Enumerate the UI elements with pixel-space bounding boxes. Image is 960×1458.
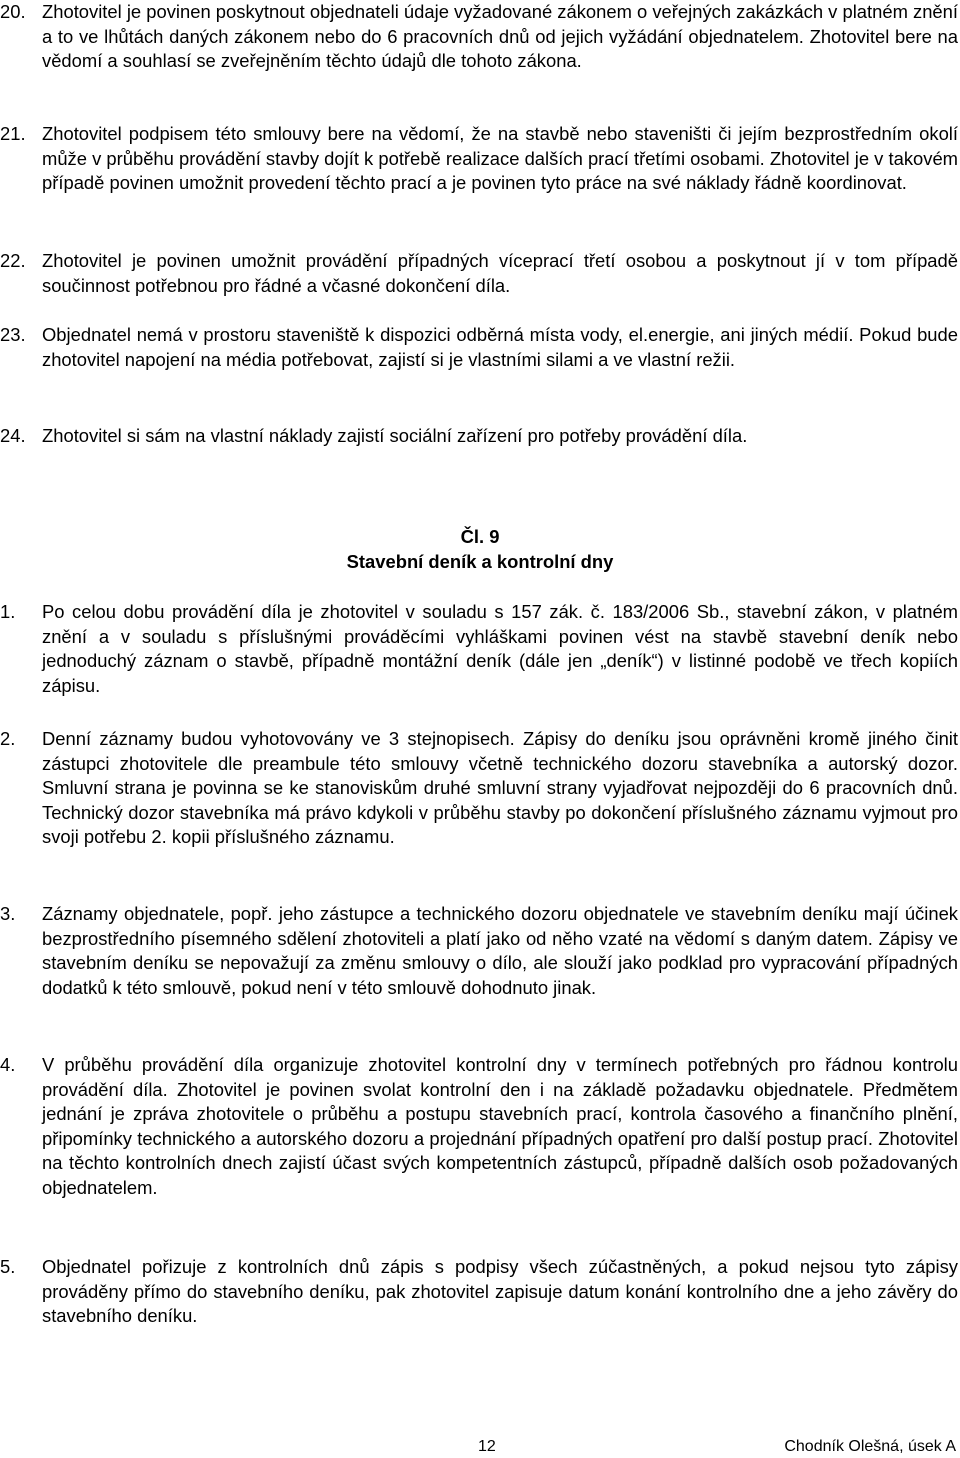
clause-text: Denní záznamy budou vyhotovovány ve 3 stejnopisech. Zápisy do deníku jsou oprávněni kromě jiného činit zástupci zhotovitele dle preambule této smlouvy včetně technického dozoru stavebníka a autorský dozor. Smluvní strana je povinna se ke stanoviskům druhé smluvní strany vyjadřovat nejpozději do 6 pracovních dnů. Technický dozor stavebníka má právo kdykoli v průběhu stavby po dokončení příslušného záznamu vyjmout pro svoji potřebu 2. kopii příslušného záznamu. [42,728,958,847]
clause-number: 1. [0,601,16,622]
article-clause-1 [0,600,958,698]
clause-24 [0,424,958,449]
clause-text: Objednatel nemá v prostoru staveniště k dispozici odběrná místa vody, el.energie, ani jiných médií. Pokud bude zhotovitel napojení na média potřebovat, zajistí si je vlastními silami a ve vlastní režii. [42,324,958,370]
clause-number: 2. [0,728,16,749]
clause-20 [0,0,958,74]
clause-23 [0,323,958,372]
footer-project-name: Chodník Olešná, úsek A [784,1438,956,1455]
clause-number: 3. [0,903,16,924]
clause-text: Objednatel pořizuje z kontrolních dnů zápis s podpisy všech zúčastněných, a pokud nejsou tyto zápisy prováděny přímo do stavebního deníku, pak zhotovitel zapisuje datum konání kontrolního dne a jeho závěry do stavebního deníku. [42,1256,958,1326]
article-clause-4 [0,1053,958,1200]
article-number: Čl. 9 [460,526,500,547]
article-clause-3 [0,902,958,1000]
page-number: 12 [478,1438,496,1455]
clause-number: 24. [0,425,26,446]
clause-text: Zhotovitel je povinen umožnit provádění případných víceprací třetí osobou a poskytnout jí v tom případě součinnost potřebnou pro řádné a včasné dokončení díla. [42,250,958,296]
article-clause-5 [0,1255,958,1329]
clause-22 [0,249,958,298]
clause-number: 21. [0,123,26,144]
article-title: Stavební deník a kontrolní dny [346,551,614,572]
clause-number: 5. [0,1256,16,1277]
clause-21 [0,122,958,196]
clause-text: V průběhu provádění díla organizuje zhotovitel kontrolní dny v termínech potřebných pro řádnou kontrolu provádění díla. Zhotovitel je povinen svolat kontrolní den i na základě požadavku objednatele. Předmětem jednání je zpráva zhotovitele o průběhu a postupu stavebních prací, kontrola časového a finančního plnění, připomínky technického a autorského dozoru a projednání případných opatření pro další postup prací. Zhotovitel na těchto kontrolních dnech zajistí účast svých kompetentních zástupců, případně dalších osob požadovaných objednatelem. [42,1054,958,1198]
clause-number: 23. [0,324,26,345]
clause-text: Zhotovitel je povinen poskytnout objednateli údaje vyžadované zákonem o veřejných zakázkách v platném znění a to ve lhůtách daných zákonem nebo do 6 pracovních dnů od jejich vyžádání objednatelem. Zhotovitel bere na vědomí a souhlasí se zveřejněním těchto údajů dle tohoto zákona. [42,1,959,71]
clause-text: Záznamy objednatele, popř. jeho zástupce a technického dozoru objednatele ve stavebním deníku mají účinek bezprostředního písemného sdělení zhotoviteli a platí jako od něho vzaté na vědomí s daným datem. Zápisy ve stavebním deníku se nepovažují za změnu smlouvy o dílo, ale slouží jako podklad pro vypracování případných dodatků k této smlouvě, pokud není v této smlouvě dohodnuto jinak. [42,903,958,998]
clause-number: 22. [0,250,26,271]
clause-text: Zhotovitel podpisem této smlouvy bere na vědomí, že na stavbě nebo staveništi či jejím bezprostředním okolí může v průběhu provádění stavby dojít k potřebě realizace dalších prací třetími osobami. Zhotovitel je v takovém případě povinen umožnit provedení těchto prací a je povinen tyto práce na své náklady řádně koordinovat. [42,123,958,193]
clause-text: Po celou dobu provádění díla je zhotovitel v souladu s 157 zák. č. 183/2006 Sb., stavební zákon, v platném znění a v souladu s příslušnými prováděcími vyhláškami povinen vést na stavbě stavební deník nebo jednoduchý záznam o stavbě, případně montážní deník (dále jen „deník“) v listinné podobě ve třech kopiích zápisu. [42,601,958,696]
clause-number: 4. [0,1054,16,1075]
article-clause-2 [0,727,958,850]
clause-text: Zhotovitel si sám na vlastní náklady zajistí sociální zařízení pro potřeby provádění díla. [42,425,748,446]
clause-number: 20. [0,1,26,22]
